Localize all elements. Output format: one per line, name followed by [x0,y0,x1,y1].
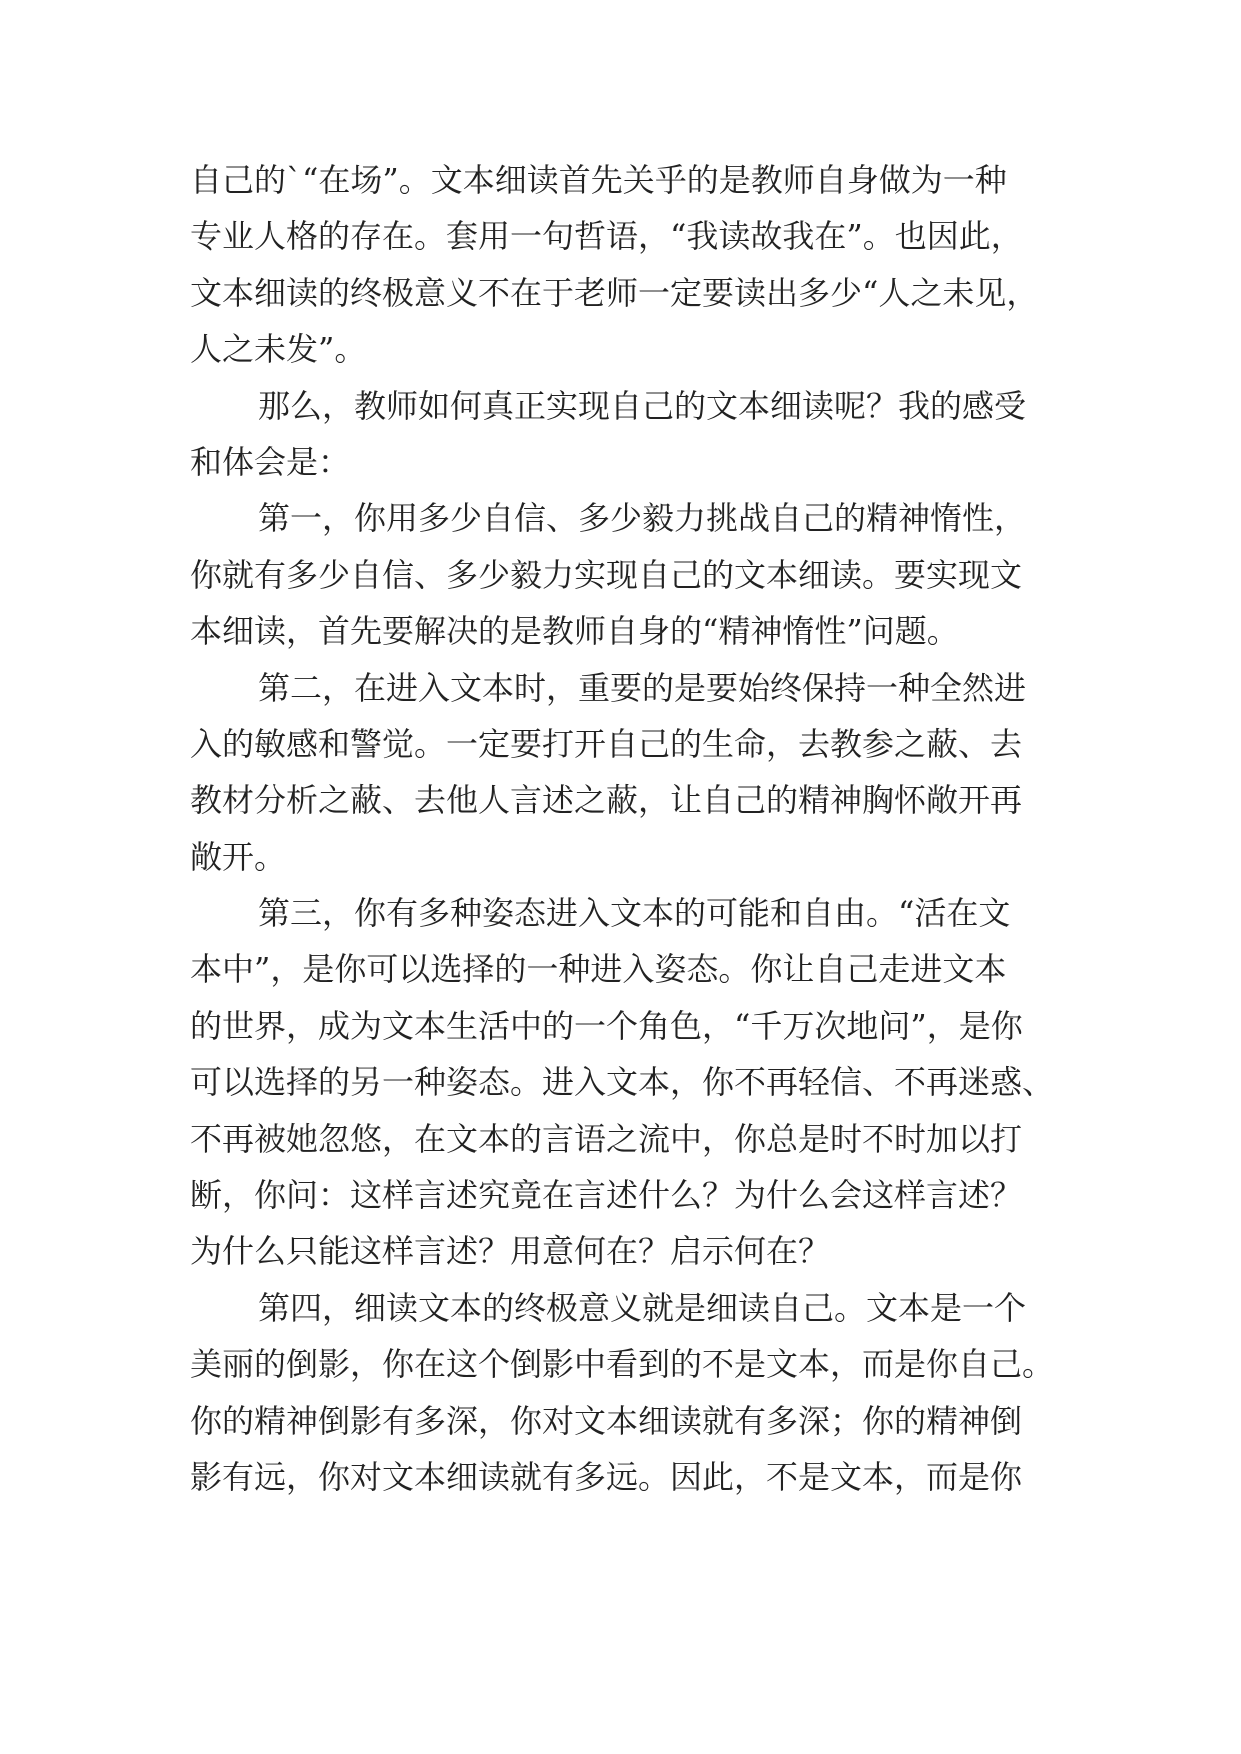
text-line: 文本细读的终极意义不在于老师一定要读出多少“人之未见， [190,273,1039,312]
text-line: 专业人格的存在。套用一句哲语，“我读故我在”。也因此， [190,217,1023,256]
text-line: 不再被她忽悠，在文本的言语之流中，你总是时不时加以打 [190,1119,1023,1158]
text-line: 第三，你有多种姿态进入文本的可能和自由。“活在文 [258,894,1011,933]
text-line: 美丽的倒影，你在这个倒影中看到的不是文本，而是你自己。 [190,1345,1055,1384]
text-line: 和体会是： [190,442,351,481]
text-line: 第二，在进入文本时，重要的是要始终保持一种全然进 [258,668,1027,707]
text-line: 本细读，首先要解决的是教师自身的“精神惰性”问题。 [190,612,959,651]
text-line: 为什么只能这样言述？用意何在？启示何在？ [190,1232,831,1271]
text-line: 你就有多少自信、多少毅力实现自己的文本细读。要实现文 [190,555,1023,594]
text-line: 入的敏感和警觉。一定要打开自己的生命，去教参之蔽、去 [190,724,1023,763]
text-line: 本中”，是你可以选择的一种进入姿态。你让自己走进文本 [190,950,1007,989]
text-line: 影有远，你对文本细读就有多远。因此，不是文本，而是你 [190,1457,1023,1496]
text-line: 第四，细读文本的终极意义就是细读自己。文本是一个 [258,1288,1027,1327]
text-line: 的世界，成为文本生活中的一个角色，“千万次地问”，是你 [190,1006,1023,1045]
text-line: 第一，你用多少自信、多少毅力挑战自己的精神惰性， [258,499,1027,538]
text-line: 教材分析之蔽、去他人言述之蔽，让自己的精神胸怀敞开再 [190,781,1023,820]
text-line: 敞开。 [190,837,287,876]
text-line: 你的精神倒影有多深，你对文本细读就有多深；你的精神倒 [190,1401,1023,1440]
text-line: 可以选择的另一种姿态。进入文本，你不再轻信、不再迷惑、 [190,1063,1055,1102]
text-line: 那么，教师如何真正实现自己的文本细读呢？我的感受 [258,386,1027,425]
body-text [190,152,1090,1505]
text-line: 自己的`“在场”。文本细读首先关乎的是教师自身做为一种 [190,161,1007,199]
text-line: 断，你问：这样言述究竟在言述什么？为什么会这样言述？ [190,1176,1023,1215]
text-line: 人之未发”。 [190,330,367,369]
